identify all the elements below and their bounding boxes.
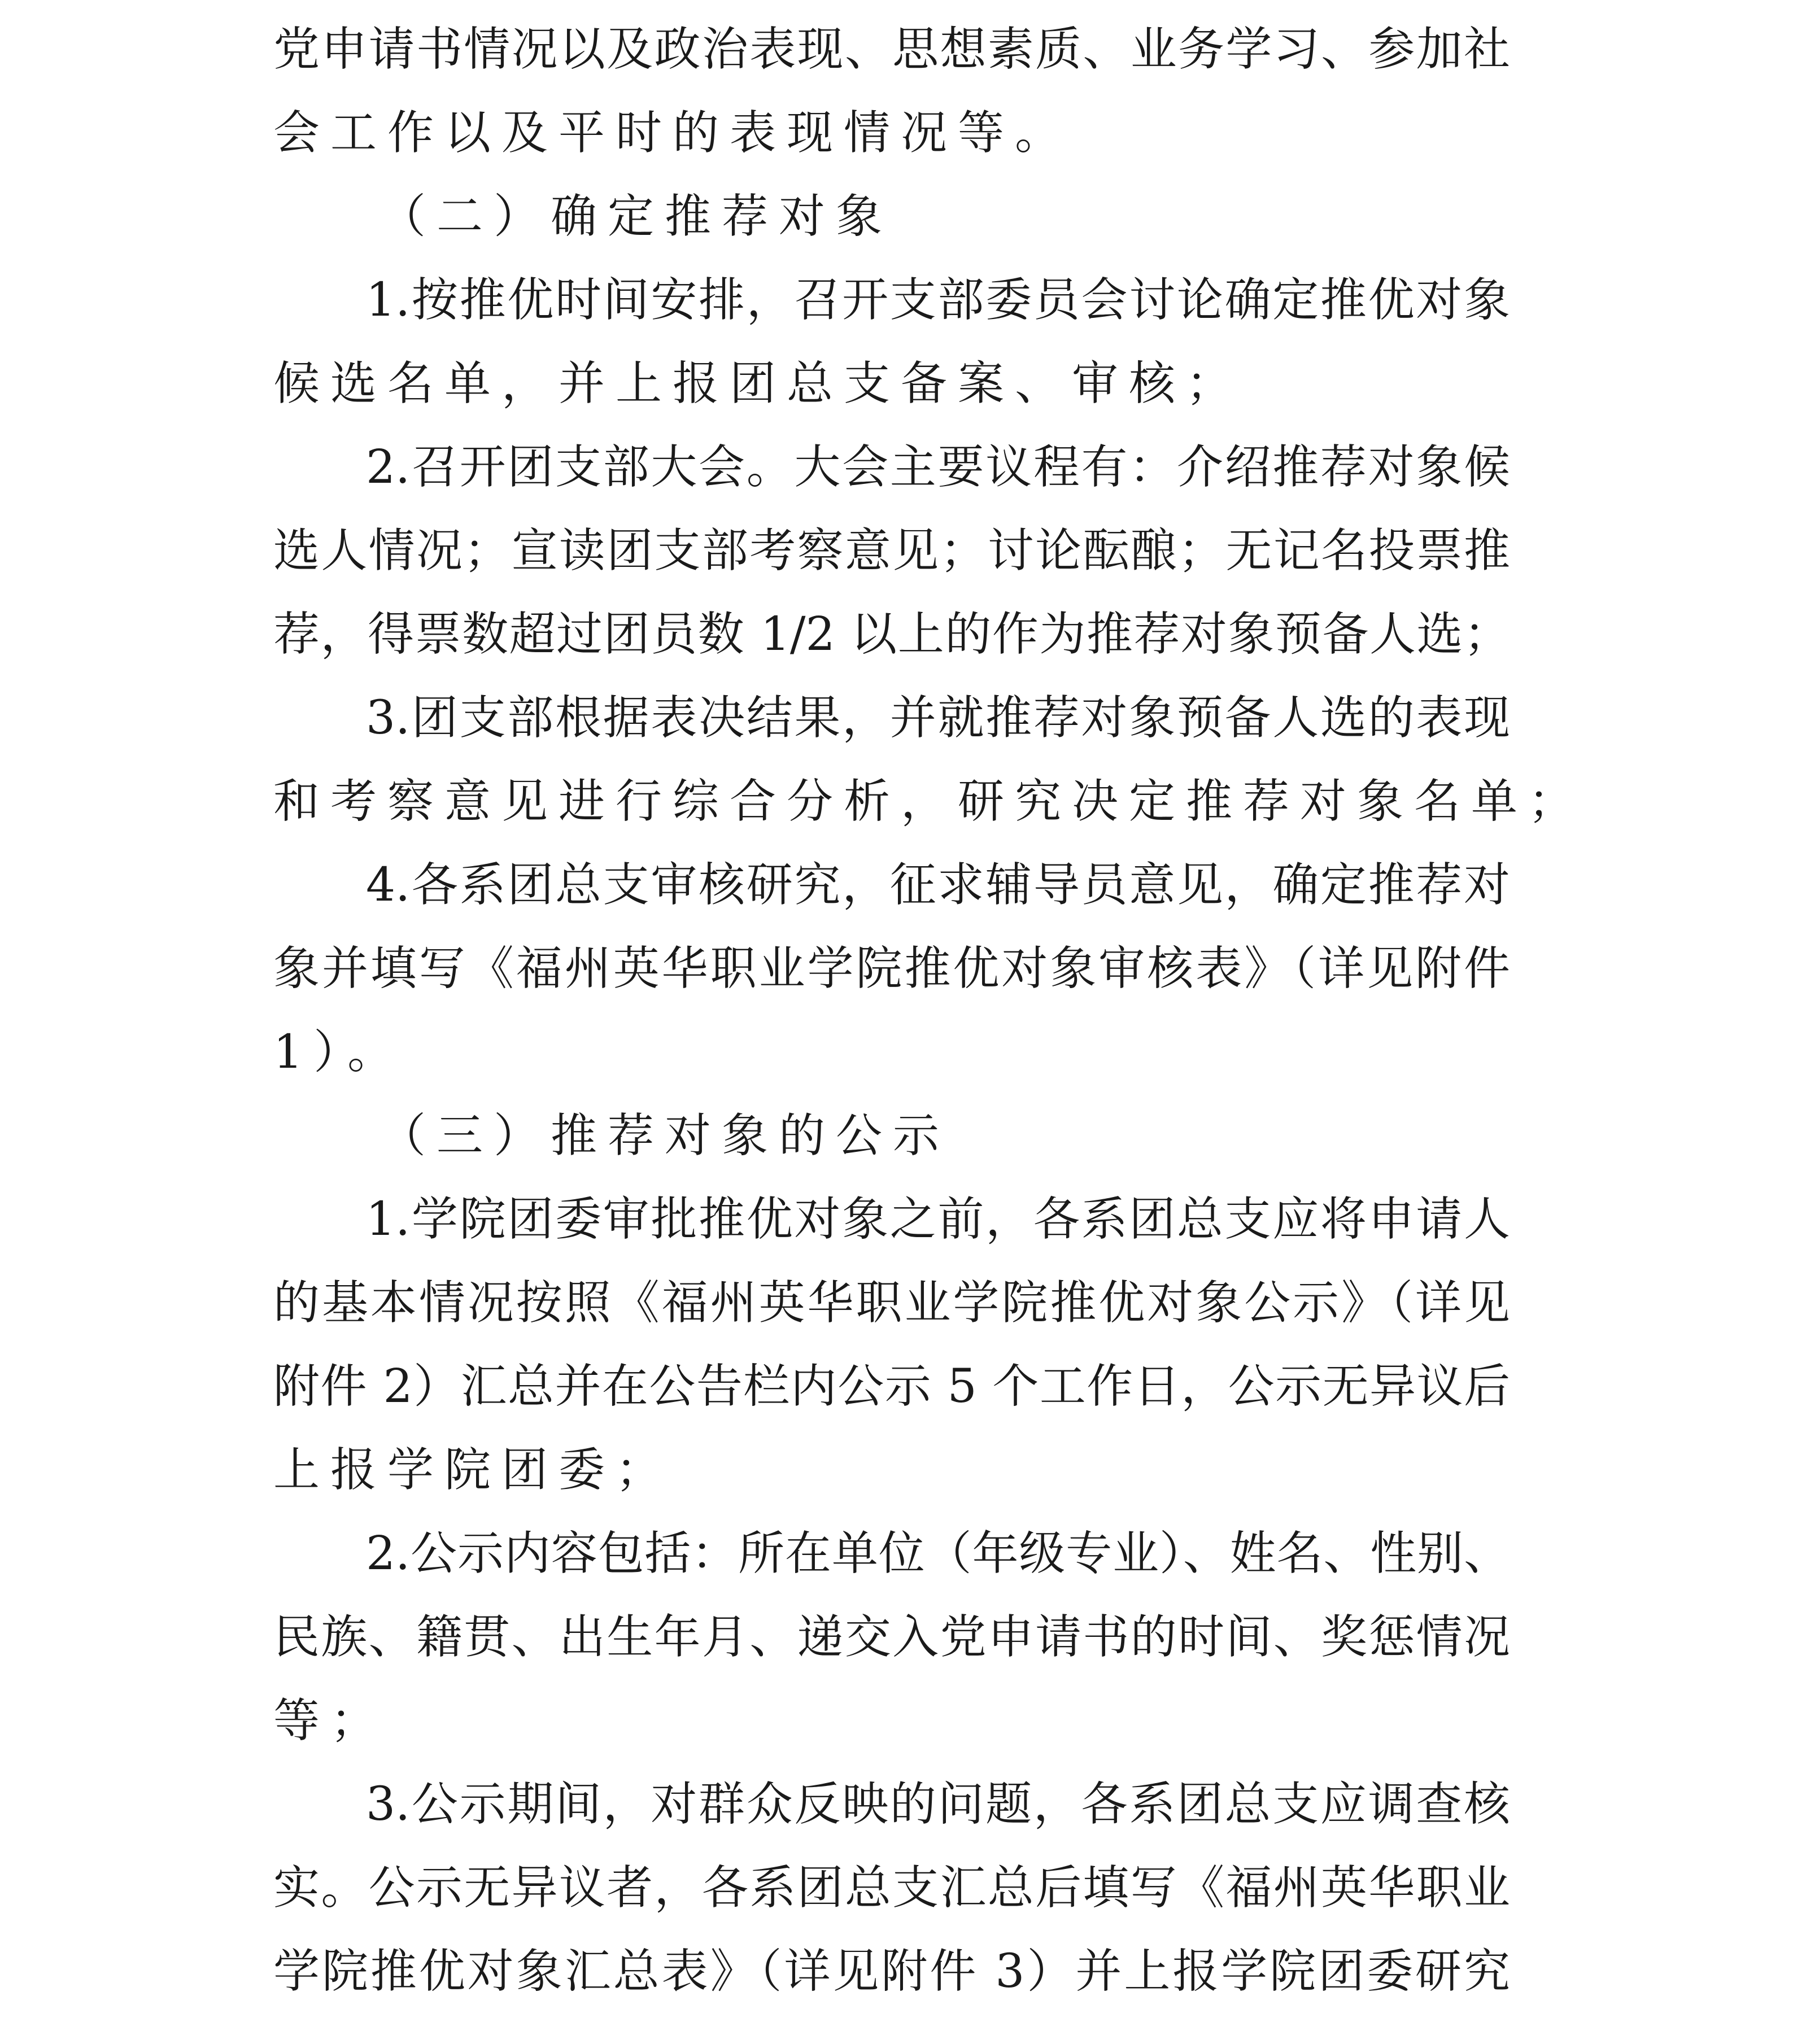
text-line: 象并填写《福州英华职业学院推优对象审核表》（详见附件 bbox=[273, 942, 1510, 995]
text-line: 上报学院团委； bbox=[273, 1443, 673, 1497]
text-line: 实。公示无异议者，各系团总支汇总后填写《福州英华职业 bbox=[273, 1861, 1510, 1915]
section-heading: （二）确定推荐对象 bbox=[379, 190, 893, 243]
text-line: 2.召开团支部大会。大会主要议程有：介绍推荐对象候 bbox=[366, 440, 1510, 494]
text-line: 和考察意见进行综合分析，研究决定推荐对象名单； bbox=[273, 775, 1586, 828]
text-line: 1.学院团委审批推优对象之前，各系团总支应将申请人 bbox=[366, 1193, 1510, 1246]
text-line: 1）。 bbox=[273, 1025, 405, 1079]
text-line: 3.团支部根据表决结果，并就推荐对象预备人选的表现 bbox=[366, 691, 1510, 745]
text-line: 会工作以及平时的表现情况等。 bbox=[273, 106, 1072, 160]
text-line: 1.按推优时间安排，召开支部委员会讨论确定推优对象 bbox=[366, 273, 1510, 327]
text-line: 3.公示期间，对群众反映的问题，各系团总支应调查核 bbox=[366, 1777, 1510, 1831]
text-line: 4.各系团总支审核研究，征求辅导员意见，确定推荐对 bbox=[366, 858, 1510, 912]
text-line: 荐，得票数超过团员数 1/2 以上的作为推荐对象预备人选； bbox=[273, 608, 1510, 661]
text-line: 党申请书情况以及政治表现、思想素质、业务学习、参加社 bbox=[273, 23, 1510, 76]
text-line: 候选名单，并上报团总支备案、审核； bbox=[273, 357, 1244, 410]
text-line: 等； bbox=[273, 1694, 388, 1748]
section-heading: （三）推荐对象的公示 bbox=[379, 1109, 950, 1163]
text-line: 学院推优对象汇总表》（详见附件 3）并上报学院团委研究 bbox=[273, 1945, 1510, 1998]
text-line: 的基本情况按照《福州英华职业学院推优对象公示》（详见 bbox=[273, 1276, 1510, 1330]
text-line: 民族、籍贯、出生年月、递交入党申请书的时间、奖惩情况 bbox=[273, 1610, 1510, 1664]
text-line: 选人情况；宣读团支部考察意见；讨论酝酿；无记名投票推 bbox=[273, 524, 1510, 578]
text-line: 附件 2）汇总并在公告栏内公示 5 个工作日，公示无异议后 bbox=[273, 1360, 1510, 1413]
text-line: 2.公示内容包括：所在单位（年级专业）、姓名、性别、 bbox=[366, 1527, 1510, 1580]
